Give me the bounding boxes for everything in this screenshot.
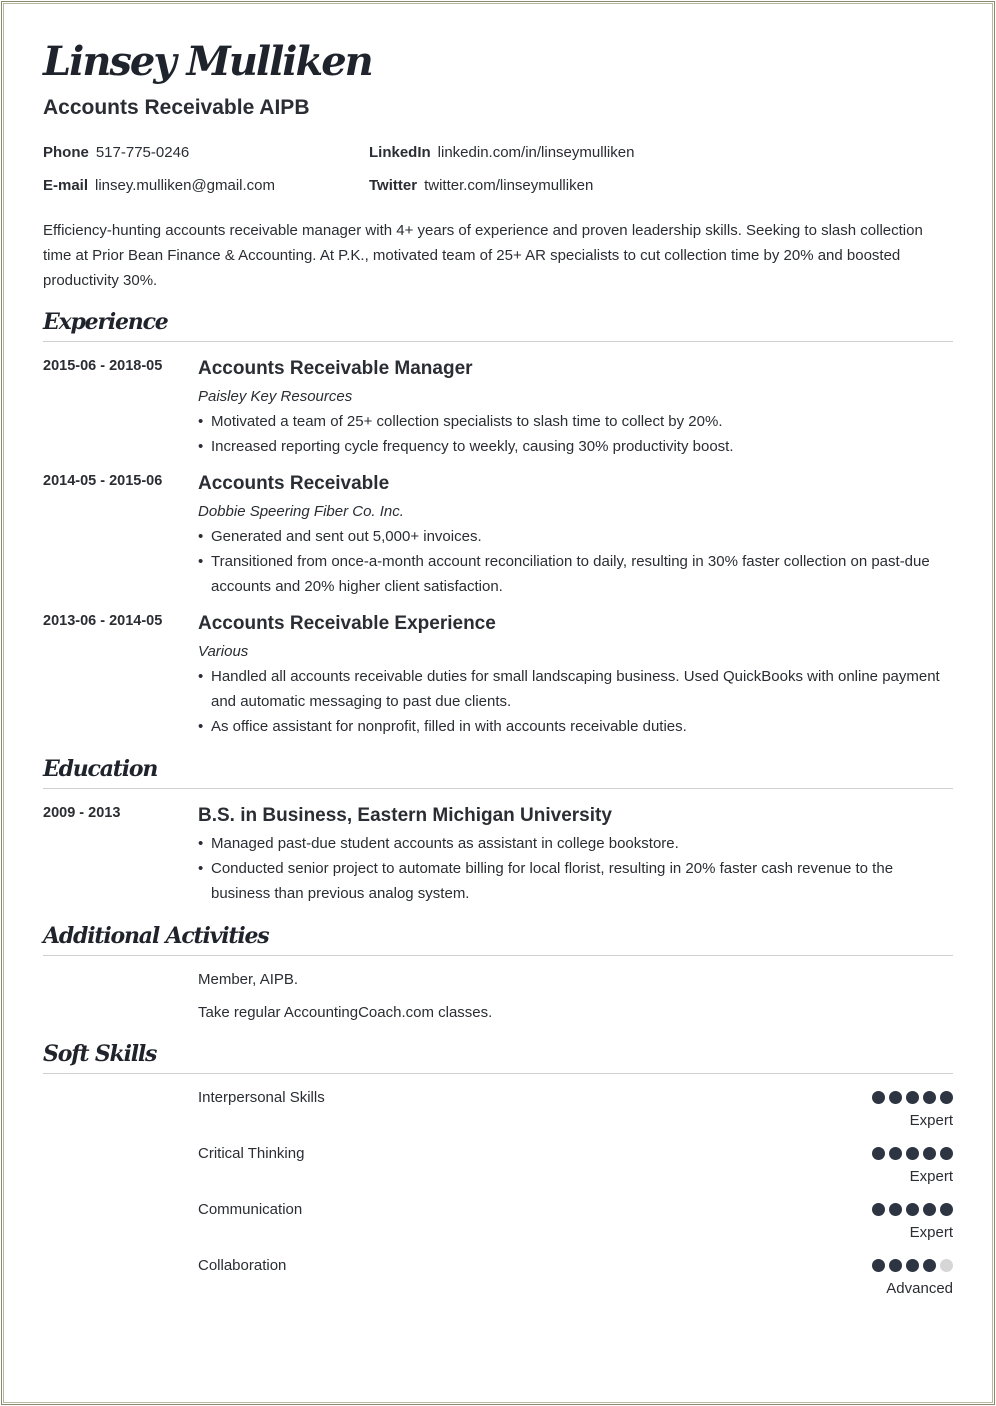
skill-level: Advanced xyxy=(886,1280,953,1297)
candidate-name: Linsey Mulliken xyxy=(43,38,372,85)
skill-level: Expert xyxy=(909,1112,953,1129)
contact-value[interactable]: linkedin.com/in/linseymulliken xyxy=(437,144,635,161)
experience-entry xyxy=(43,471,953,599)
contact-linkedin xyxy=(369,144,634,161)
rating-dot xyxy=(889,1203,902,1216)
rating-dot xyxy=(940,1259,953,1272)
rating-dot xyxy=(872,1091,885,1104)
rating-dot xyxy=(889,1091,902,1104)
rating-dot xyxy=(872,1203,885,1216)
skill-rating xyxy=(872,1259,953,1272)
section-experience xyxy=(43,309,953,342)
contact-label: Twitter xyxy=(369,177,418,194)
rating-dot xyxy=(906,1091,919,1104)
skill-level: Expert xyxy=(909,1168,953,1185)
skill-level: Expert xyxy=(909,1224,953,1241)
bullet: • Increased reporting cycle frequency to weekly, causing 30% productivity boost. xyxy=(198,434,953,459)
education-entry xyxy=(43,803,953,906)
section-activities xyxy=(43,923,953,956)
contact-label: LinkedIn xyxy=(369,144,431,161)
entry-org: Various xyxy=(198,643,249,660)
bullet: • Transitioned from once-a-month account reconciliation to daily, resulting in 30% faster collection on past-due accounts and 20% higher client satisfaction. xyxy=(198,549,953,599)
skill-name: Collaboration xyxy=(198,1257,287,1274)
rating-dot xyxy=(923,1259,936,1272)
contact-value[interactable]: linsey.mulliken@gmail.com xyxy=(95,177,276,194)
summary: Efficiency-hunting accounts receivable manager with 4+ years of experience and proven leadership skills. Seeking to slash collection time at Prior Bean Finance & Accounting. At P.K., motivated team of 25+ AR specialists to cut collection time by 20% and boosted productivity 30%. xyxy=(43,222,923,289)
bullet: • Generated and sent out 5,000+ invoices. xyxy=(198,524,953,549)
bullet: • Managed past-due student accounts as assistant in college bookstore. xyxy=(198,831,953,856)
section-education xyxy=(43,756,953,789)
entry-date: 2014-05 - 2015-06 xyxy=(43,473,163,489)
contact-value: 517-775-0246 xyxy=(95,144,190,161)
entry-role: Accounts Receivable xyxy=(198,473,390,494)
rating-dot xyxy=(872,1259,885,1272)
contact-label: E-mail xyxy=(43,177,89,194)
contact-email xyxy=(43,177,275,194)
section-heading: Additional Activities xyxy=(43,923,269,949)
rating-dot xyxy=(872,1147,885,1160)
bullet: • Handled all accounts receivable duties for small landscaping business. Used QuickBooks with online payment and automatic messaging to past due clients. xyxy=(198,664,953,714)
rating-dot xyxy=(923,1091,936,1104)
entry-date: 2009 - 2013 xyxy=(43,805,121,821)
rating-dot xyxy=(940,1147,953,1160)
job-title: Accounts Receivable AIPB xyxy=(43,96,310,119)
skill-name: Communication xyxy=(198,1201,303,1218)
activity-item: Member, AIPB. xyxy=(198,971,299,988)
skill-name: Interpersonal Skills xyxy=(198,1089,325,1106)
bullet: • Motivated a team of 25+ collection specialists to slash time to collect by 20%. xyxy=(198,409,953,434)
entry-date: 2015-06 - 2018-05 xyxy=(43,358,163,374)
skill-rating xyxy=(872,1203,953,1216)
rating-dot xyxy=(906,1259,919,1272)
rating-dot xyxy=(940,1203,953,1216)
rating-dot xyxy=(923,1203,936,1216)
contact-label: Phone xyxy=(43,144,89,161)
experience-entry xyxy=(43,611,953,739)
entry-role: Accounts Receivable Manager xyxy=(198,358,473,379)
section-heading: Soft Skills xyxy=(43,1041,157,1067)
contact-value[interactable]: twitter.com/linseymulliken xyxy=(424,177,594,194)
entry-org: Dobbie Speering Fiber Co. Inc. xyxy=(198,503,404,520)
skill-rating xyxy=(872,1091,953,1104)
activity-item: Take regular AccountingCoach.com classes. xyxy=(198,1004,493,1021)
skill-rating xyxy=(872,1147,953,1160)
rating-dot xyxy=(940,1091,953,1104)
entry-degree: B.S. in Business, Eastern Michigan University xyxy=(198,805,612,826)
experience-entry xyxy=(43,356,953,459)
contact-twitter xyxy=(369,177,593,194)
entry-date: 2013-06 - 2014-05 xyxy=(43,613,163,629)
bullet: • Conducted senior project to automate billing for local florist, resulting in 20% faster cash revenue to the business than previous analog system. xyxy=(198,856,953,906)
rating-dot xyxy=(889,1147,902,1160)
contact-phone xyxy=(43,144,189,161)
rating-dot xyxy=(889,1259,902,1272)
bullet: • As office assistant for nonprofit, filled in with accounts receivable duties. xyxy=(198,714,953,739)
skill-name: Critical Thinking xyxy=(198,1145,305,1162)
section-heading: Education xyxy=(43,756,158,782)
rating-dot xyxy=(906,1203,919,1216)
section-heading: Experience xyxy=(43,309,168,335)
entry-role: Accounts Receivable Experience xyxy=(198,613,496,634)
entry-org: Paisley Key Resources xyxy=(198,388,353,405)
section-soft-skills xyxy=(43,1041,953,1074)
rating-dot xyxy=(923,1147,936,1160)
rating-dot xyxy=(906,1147,919,1160)
